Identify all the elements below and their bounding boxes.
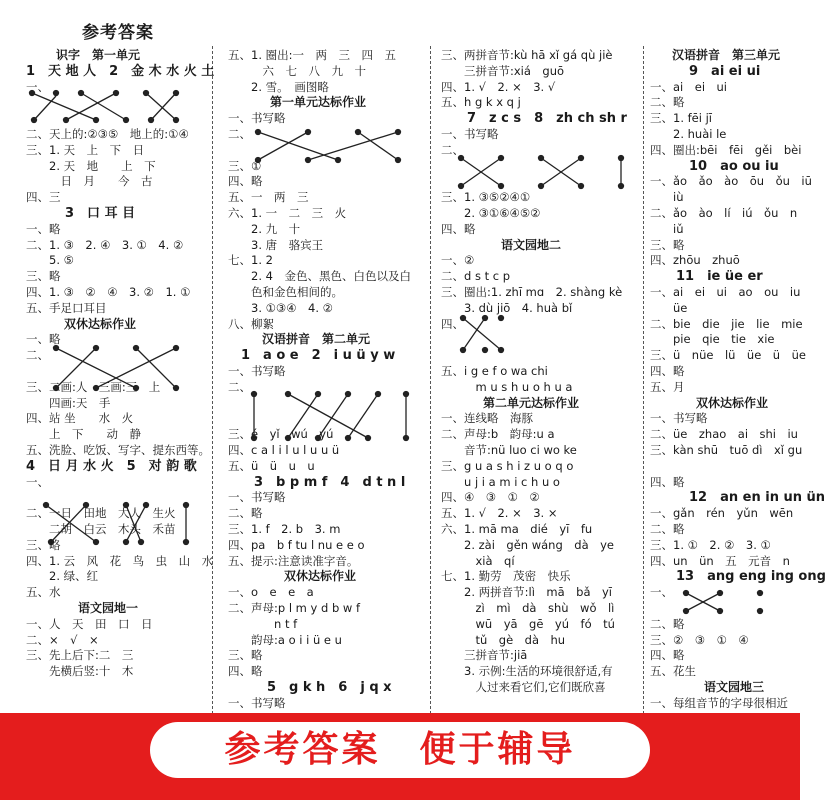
answer-line: 三、1. f 2. b 3. m <box>228 522 341 536</box>
answer-line: 色和金色相间的。 <box>228 285 343 299</box>
answer-line: u j i a m i c h u o <box>441 474 560 489</box>
answer-line: 三、先上后下:二 三 <box>26 648 134 663</box>
answer-line: 二、略 <box>228 506 263 521</box>
answer-line: iù <box>650 190 684 205</box>
answer-column-4 <box>650 48 826 713</box>
answer-line: 四、1. √ 2. × 3. √ <box>441 79 556 94</box>
answer-line: 人过来看它们,它们既欣喜 <box>441 680 606 694</box>
answer-line: 音节:nü luo ci wo ke <box>441 443 577 457</box>
answer-line: pie qie tie xie <box>650 332 775 347</box>
answer-line: 五、手足口耳目 <box>26 300 107 315</box>
answer-line: 一、 <box>26 79 49 94</box>
answer-line: 一、gǎn rén yǔn wēn <box>650 506 794 521</box>
answer-line: 五、i g e f o wa chi <box>441 364 548 378</box>
answer-line: 六 七 八 九 十 <box>228 63 366 78</box>
answer-line: 3. 示例:生活的环境很舒适,有 <box>441 664 613 679</box>
answer-line: 2. 绿、红 <box>26 569 99 584</box>
answer-line: 一、书写略 <box>650 411 708 426</box>
answer-line: 四、站 坐 水 火 <box>26 411 134 426</box>
answer-line: 二、 <box>228 379 251 394</box>
answer-line: 二、略 <box>650 522 685 536</box>
answer-line: 五、一 两 三 <box>228 190 309 205</box>
answer-line: 二、天上的:②③⑤ 地上的:①④ <box>26 127 189 141</box>
answer-line: 一、略 <box>26 332 61 347</box>
lesson-heading: 3 口 耳 目 <box>26 206 136 221</box>
answer-line: 2. 雪。 画图略 <box>228 79 329 94</box>
answer-line: 2. ③①⑥④⑤② <box>441 206 541 220</box>
answer-line: 二、 <box>441 142 464 157</box>
answer-line: 一、书写略 <box>228 695 286 710</box>
page-title: 参考答案 <box>82 23 154 43</box>
answer-line: 2. zài gěn wáng dà ye <box>441 537 614 552</box>
answer-line: 2. 天 地 上 下 <box>26 158 156 173</box>
answer-line: 二、ǎo ào lí iú ǒu n <box>650 206 798 220</box>
answer-line: 一、o e e a <box>228 585 314 600</box>
answer-line: 三、1. ③⑤②④① <box>441 190 531 205</box>
answer-line: 四、略 <box>441 221 476 236</box>
answer-line: 三、1. ① 2. ② 3. ① <box>650 537 771 552</box>
answer-line: 八、柳絮 <box>228 316 274 331</box>
answer-line: 五、花生 <box>650 664 696 679</box>
answer-line: 二、一日 田地 大人 生火 <box>26 506 176 521</box>
answer-line: 先横后竖:十 木 <box>26 664 134 679</box>
answer-line: 五、1. 圈出:一 两 三 四 五 <box>228 48 397 62</box>
answer-line: 一、书写略 <box>228 490 286 505</box>
lesson-heading: 4 日 月 水 火 5 对 韵 歌 <box>26 458 197 474</box>
section-heading: 第二单元达标作业 <box>483 395 580 410</box>
answer-line: 四、略 <box>650 364 685 378</box>
answer-line: 四、pa b f tu l nu e e o <box>228 537 365 552</box>
answer-column-2 <box>228 48 420 713</box>
answer-line: 四、略 <box>650 648 685 663</box>
answer-line: 四、略 <box>228 174 263 189</box>
answer-line: 二、略 <box>650 95 685 110</box>
answer-line: n t f <box>228 616 298 631</box>
answer-line: 上 下 动 静 <box>26 427 141 442</box>
answer-line: 五、h g k x q j <box>441 95 521 110</box>
answer-line: tǔ gè dà hu <box>441 632 566 647</box>
answer-line: 三、二画:人 三画:三 上 <box>26 379 161 394</box>
answer-line: 韵母:a o i i ü e u <box>228 632 342 647</box>
answer-line: 2. 两拼音节:lì mā bǎ yī <box>441 585 612 600</box>
answer-line: 四、三 <box>26 190 61 205</box>
answer-line: 六、1. 一 二 三 火 <box>228 206 347 220</box>
lesson-heading: 9 ai ei ui <box>650 63 761 79</box>
answer-line: 三拼音节:xiá guō <box>441 63 565 78</box>
answer-line: 四、 <box>441 316 464 331</box>
section-heading: 语文园地一 <box>78 601 139 615</box>
lesson-heading: 10 ao ou iu <box>650 158 779 174</box>
answer-line: 三、略 <box>26 537 61 552</box>
answer-line: 四、④ ③ ① ② <box>441 490 540 505</box>
answer-line: 三、g u a s h i z u o q o <box>441 458 574 473</box>
lesson-heading: 3 b p m f 4 d t n l <box>228 474 406 490</box>
answer-line: 二、d s t c p <box>441 269 511 284</box>
answer-column-3 <box>441 48 639 713</box>
answer-line: 五、洗脸、吃饭、写字、提东西等。 <box>26 443 210 457</box>
column-divider <box>643 46 644 714</box>
answer-line: 四、un ün 五 元音 n <box>650 553 790 568</box>
answer-line: 一、 <box>26 474 49 489</box>
answer-line: 三、略 <box>26 269 61 284</box>
section-heading: 汉语拼音 第二单元 <box>262 332 371 347</box>
answer-line: 六、1. mā ma dié yī fu <box>441 522 593 536</box>
answer-line: wū yā gē yú fó tú <box>441 616 615 631</box>
answer-line: 五、水 <box>26 585 61 600</box>
column-divider <box>430 46 431 714</box>
answer-line: 一、ai ei ui ao ou iu <box>650 285 801 299</box>
answer-line: 二、× √ × <box>26 632 99 647</box>
answer-line: 一、ai ei ui <box>650 79 727 94</box>
answer-line: 三、圈出:1. zhī mɑ 2. shàng kè <box>441 285 623 299</box>
answer-line: 一、略 <box>26 221 61 236</box>
answer-line: 2. 九 十 <box>228 221 301 236</box>
answer-line: 一、ǎo ǎo ào ōu ǒu iū <box>650 174 812 189</box>
answer-line: 二、 <box>228 127 251 141</box>
answer-line: 3. 唐 骆宾王 <box>228 237 324 252</box>
answer-line: 三、略 <box>228 648 263 663</box>
answer-line: 二、üe zhao ai shi iu <box>650 427 798 442</box>
answer-line: 四画:天 手 <box>26 395 111 410</box>
lesson-heading: 12 an en in un ün <box>650 490 826 506</box>
answer-line: 五、月 <box>650 379 685 394</box>
answer-line: 三、略 <box>650 237 685 252</box>
answer-line: 七、1. 勤劳 茂密 快乐 <box>441 569 571 584</box>
answer-line: 一、书写略 <box>441 127 499 141</box>
section-heading: 第一单元达标作业 <box>270 95 367 110</box>
answer-line: 二、1. ③ 2. ④ 3. ① 4. ② <box>26 237 184 252</box>
answer-line: 二、略 <box>650 616 685 631</box>
lesson-heading: 11 ie üe er <box>650 269 763 285</box>
lesson-heading: 1 a o e 2 i u ü y w <box>228 348 396 364</box>
section-heading: 语文园地三 <box>704 680 765 694</box>
banner-text: 参考答案 便于辅导 <box>224 729 576 770</box>
answer-line: 五、提示:注意读准字音。 <box>228 553 359 568</box>
answer-line: 四、略 <box>228 664 263 679</box>
answer-line: 四、c a l i l u l u u ü <box>228 443 340 457</box>
answer-line: 一、每组音节的字母很相近 <box>650 695 788 710</box>
answer-line: 五、ü ü u u <box>228 458 315 473</box>
answer-line: 3. ①③④ 4. ② <box>228 300 333 315</box>
answer-line: iǔ <box>650 221 684 236</box>
answer-line: 一、 <box>650 585 673 600</box>
answer-line: üe <box>650 300 688 315</box>
answer-line: 二、声母:b 韵母:u a <box>441 427 555 442</box>
answer-line: 二、 <box>26 348 49 363</box>
answer-line: 三、① <box>228 158 262 173</box>
section-heading: 双休达标作业 <box>696 395 769 410</box>
answer-line: 5. ⑤ <box>26 253 74 268</box>
section-heading: 汉语拼音 第三单元 <box>672 48 781 62</box>
answer-column-1 <box>26 48 215 713</box>
lesson-heading: 5 g k h 6 j q x <box>228 680 392 695</box>
answer-line: xià qí <box>441 553 515 568</box>
answer-line: 五、1. √ 2. × 3. × <box>441 506 558 521</box>
answer-line: 四、zhōu zhuō <box>650 253 740 268</box>
answer-line: 四、圈出:bēi fēi gěi bèi <box>650 142 802 157</box>
answer-line: zì mì dà shù wǒ lì <box>441 601 615 615</box>
answer-line: 三、ü nüe lü üe ü üe <box>650 348 806 363</box>
lesson-heading: 7 z c s 8 zh ch sh r <box>441 111 627 127</box>
column-divider <box>212 46 213 714</box>
answer-line: 二、声母:p l m y d b w f <box>228 601 361 615</box>
answer-line: 三、② ③ ① ④ <box>650 632 749 647</box>
lesson-heading: 1 天 地 人 2 金 木 水 火 土 <box>26 63 215 79</box>
answer-line: 一、人 天 田 口 日 <box>26 616 153 631</box>
answer-line: 三拼音节:jiā <box>441 648 528 663</box>
answer-line: 2. huài le <box>650 127 727 141</box>
answer-line: 一、书写略 <box>228 364 286 378</box>
section-heading: 双休达标作业 <box>284 569 357 584</box>
answer-line: 三、1. 天 上 下 日 <box>26 142 145 157</box>
answer-line: 三、kàn shū tuō dì xǐ gu <box>650 443 803 457</box>
answer-line: 四、1. 云 风 花 鸟 虫 山 水 <box>26 553 214 568</box>
answer-line: 七、1. 2 <box>228 253 273 268</box>
section-heading: 识字 第一单元 <box>56 48 141 62</box>
answer-line: 四、略 <box>650 474 685 489</box>
answer-line: 2. 4 金色、黑色、白色以及白 <box>228 269 411 284</box>
lesson-heading: 13 ang eng ing ong <box>650 569 826 585</box>
answer-line: 日 月 今 古 <box>26 174 153 189</box>
answer-line: m u s h u o h u a <box>441 379 573 394</box>
answer-line: 3. dù jiō 4. huà bǐ <box>441 300 573 315</box>
answer-line: 二胡 白云 木头 禾苗 <box>26 522 176 536</box>
answer-line: 二、bie die jie lie mie <box>650 316 803 331</box>
answer-line: 四、1. ③ ② ④ 3. ② 1. ① <box>26 285 191 299</box>
answer-line: 一、书写略 <box>228 111 286 126</box>
answer-line: 一、连线略 海豚 <box>441 411 533 426</box>
answer-line: 三、两拼音节:kù hā xǐ gá qù jiè <box>441 48 613 62</box>
answer-line: 三、1. fēi jī <box>650 111 712 126</box>
section-heading: 语文园地二 <box>501 237 562 252</box>
answer-line: 三、é yǐ wú yú <box>228 427 334 442</box>
answer-line: 一、② <box>441 253 475 268</box>
section-heading: 双休达标作业 <box>64 316 137 331</box>
